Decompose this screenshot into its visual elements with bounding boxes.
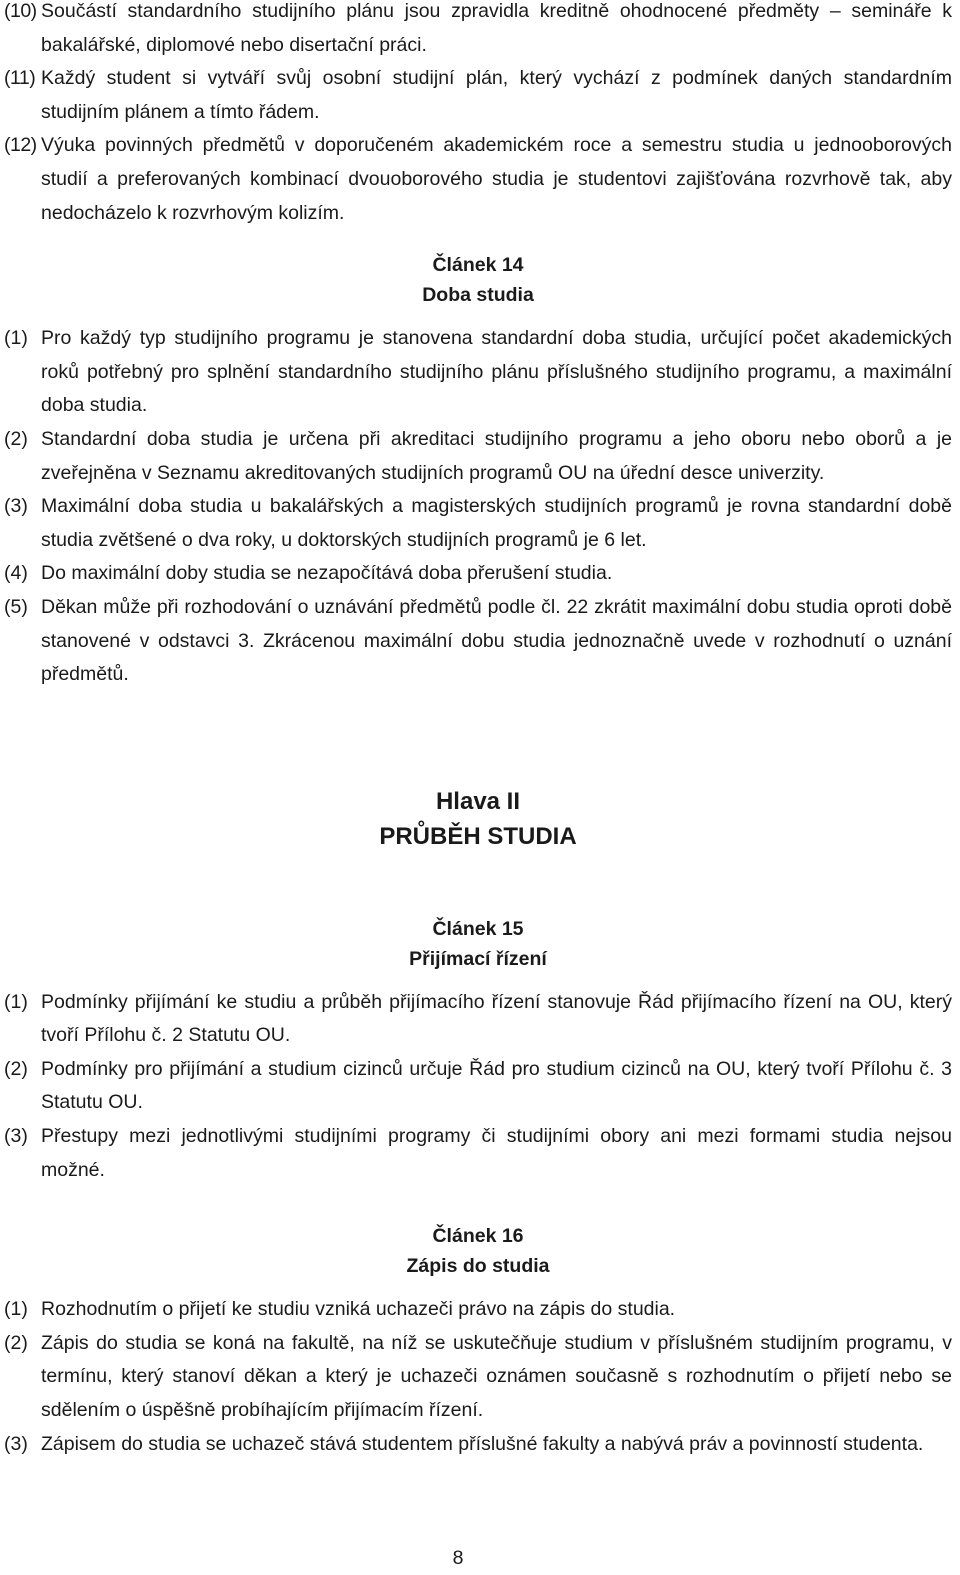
list-item — [4, 0, 952, 62]
article-number: Článek 14 — [432, 254, 524, 277]
item-text: Maximální doba studia u bakalářských a magisterských studijních programů je rovna standardní době studia zvětšené o dva roky, u doktorských studijních programů je 6 let. — [41, 495, 952, 551]
item-text: Přestupy mezi jednotlivými studijními programy či studijními obory ani mezi formami studia nejsou možné. — [41, 1125, 952, 1181]
chapter-title: PRŮBĚH STUDIA — [379, 822, 577, 850]
item-text: Výuka povinných předmětů v doporučeném akademickém roce a semestru studia u jednooborových studií a preferovaných kombinací dvouoborového studia je studentovi zajišťována rozvrhově tak, aby nedocházelo k rozvrhovým kolizím. — [41, 134, 952, 224]
item-number: (12) — [4, 134, 37, 157]
list-item — [4, 423, 952, 490]
list-item — [4, 1428, 952, 1462]
chapter-heading — [4, 784, 952, 854]
item-text: Děkan může při rozhodování o uznávání předmětů podle čl. 22 zkrátit maximální dobu studia oproti době stanovené v odstavci 3. Zkrácenou maximální dobu studia jednoznačně uvede v rozhodnutí o uznání předmětů. — [41, 595, 952, 686]
item-text: Pro každý typ studijního programu je stanovena standardní doba studia, určující počet akademických roků potřebný pro splnění standardního studijního plánu příslušného studijního programu, a maximální doba studia. — [41, 327, 952, 417]
article-number: Článek 15 — [432, 917, 524, 940]
item-number: (3) — [4, 1432, 28, 1455]
item-number: (3) — [4, 495, 28, 518]
list-item — [4, 557, 952, 591]
item-number: (1) — [4, 1298, 28, 1321]
list-item — [4, 129, 952, 230]
list-item — [4, 1120, 952, 1187]
list-item — [4, 1293, 952, 1327]
item-number: (2) — [4, 1331, 28, 1354]
item-number: (3) — [4, 1125, 28, 1148]
article-title: Doba studia — [422, 284, 534, 307]
list-item — [4, 62, 952, 129]
list-item — [4, 591, 952, 692]
item-text: Do maximální doby studia se nezapočítává doba přerušení studia. — [41, 562, 613, 585]
item-text: Zápisem do studia se uchazeč stává studentem příslušné fakulty a nabývá práv a povinností studenta. — [41, 1432, 924, 1455]
list-item — [4, 1327, 952, 1428]
item-text: Zápis do studia se koná na fakultě, na níž se uskutečňuje studium v příslušném studijním programu, v termínu, který stanoví děkan a který je uchazeči oznámen současně s rozhodnutím o přijetí nebo se sdělením o úspěšně probíhajícím přijímacím řízení. — [41, 1331, 952, 1422]
item-number: (1) — [4, 990, 28, 1013]
article-title: Přijímací řízení — [409, 947, 547, 970]
list-item — [4, 986, 952, 1053]
list-item — [4, 1053, 952, 1120]
chapter-number: Hlava II — [435, 787, 521, 815]
item-text: Každý student si vytváří svůj osobní studijní plán, který vychází z podmínek daných standardním studijním plánem a tímto řádem. — [41, 67, 952, 123]
top-paragraph-list — [4, 0, 952, 230]
item-text: Součástí standardního studijního plánu jsou zpravidla kreditně ohodnocené předměty – semináře k bakalářské, diplomové nebo disertační práci. — [41, 0, 952, 56]
item-number: (5) — [4, 595, 28, 618]
list-item — [4, 490, 952, 557]
item-text: Podmínky pro přijímání a studium cizinců určuje Řád pro studium cizinců na OU, který tvoří Přílohu č. 3 Statutu OU. — [41, 1057, 952, 1114]
item-text: Podmínky přijímání ke studiu a průběh přijímacího řízení stanovuje Řád přijímacího řízení na OU, který tvoří Přílohu č. 2 Statutu OU. — [41, 990, 952, 1047]
page-content — [4, 0, 952, 1461]
article-15 — [4, 914, 952, 1188]
item-number: (2) — [4, 427, 28, 450]
item-number: (2) — [4, 1057, 28, 1080]
article-title: Zápis do studia — [406, 1255, 550, 1278]
article-number: Článek 16 — [432, 1225, 524, 1248]
item-number: (10) — [4, 0, 37, 22]
item-text: Standardní doba studia je určena při akreditaci studijního programu a jeho oboru nebo oborů a je zveřejněna v Seznamu akreditovaných studijních programů OU na úřední desce univerzity. — [41, 427, 952, 484]
item-number: (4) — [4, 562, 28, 585]
item-number: (1) — [4, 327, 28, 350]
article-14 — [4, 250, 952, 692]
page-number: 8 — [452, 1547, 464, 1569]
item-number: (11) — [4, 67, 36, 90]
article-16 — [4, 1221, 952, 1461]
list-item — [4, 322, 952, 423]
item-text: Rozhodnutím o přijetí ke studiu vzniká uchazeči právo na zápis do studia. — [41, 1298, 676, 1321]
